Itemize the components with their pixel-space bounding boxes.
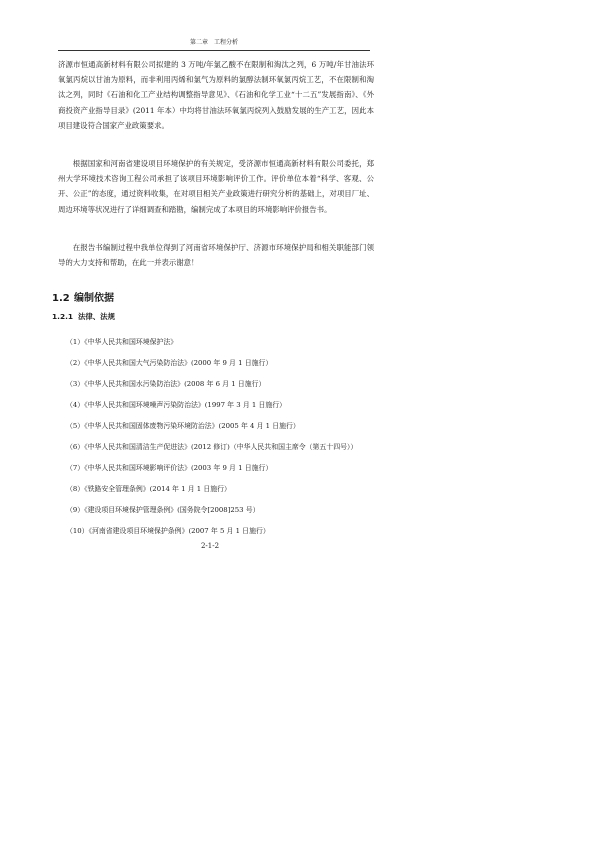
subsection-number: 1.2.1 [52, 312, 74, 321]
law-list [58, 332, 378, 542]
section-heading [52, 289, 114, 304]
section-number: 1.2 [52, 293, 70, 304]
law-item: （7）《中华人民共和国环境影响评价法》(2003 年 9 月 1 日施行） [66, 464, 273, 472]
section-title: 编制依据 [74, 293, 114, 304]
law-item: （10）《河南省建设项目环境保护条例》(2007 年 5 月 1 日施行） [66, 527, 270, 535]
subsection-title: 法律、法规 [78, 312, 115, 321]
law-item: （5）《中华人民共和国固体废物污染环境防治法》(2005 年 4 月 1 日施行） [66, 422, 300, 430]
body-paragraph-2: 根据国家和河南省建设项目环境保护的有关规定，受济源市恒通高新材料有限公司委托，郑州大学环境技术咨询工程公司承担了该项目环境影响评价工作。评价单位本着“科学、客观、公开、公正”的态度，通过资料收集，在对项目相关产业政策进行研究分析的基础上，对项目厂址、周边环境等状况进行了详细调查和踏勘，编制完成了本项目的环境影响评价报告书。 [58, 159, 374, 214]
body-paragraph-1: 济源市恒通高新材料有限公司拟建的 3 万吨/年氯乙酸不在限制和淘汰之列，6 万吨/年甘油法环氧氯丙烷以甘油为原料，而非利用丙烯和氯气为原料的氯醇法制环氧氯丙烷工艺，不在限制和淘汰之列，同时《石油和化工产业结构调整指导意见》、《石油和化学工业“十二五”发展指南》、《外商投资产业指导目录》(2011 年本）中均将甘油法环氧氯丙烷列入鼓励发展的生产工艺，因此本项目建设符合国家产业政策要求。 [58, 60, 374, 130]
law-item: （8）《铁路安全管理条例》(2014 年 1 月 1 日施行） [66, 485, 231, 493]
law-item: （1）《中华人民共和国环境保护法》 [66, 338, 178, 346]
header-rule [58, 50, 370, 51]
subsection-heading [52, 311, 115, 322]
body-paragraph-3: 在报告书编制过程中我单位得到了河南省环境保护厅、济源市环境保护局和相关职能部门领导的大力支持和帮助，在此一并表示谢意！ [58, 243, 374, 268]
running-header: 第二章 工程分析 [189, 39, 238, 46]
law-item: （2）《中华人民共和国大气污染防治法》(2000 年 9 月 1 日施行） [66, 359, 273, 367]
law-item: （3）《中华人民共和国水污染防治法》(2008 年 6 月 1 日施行） [66, 380, 266, 388]
law-item: （4）《中华人民共和国环境噪声污染防治法》(1997 年 3 月 1 日施行） [66, 401, 287, 409]
law-item: （9）《建设项目环境保护管理条例》(国务院令[2008]253 号） [66, 506, 260, 514]
law-item: （6）《中华人民共和国清洁生产促进法》(2012 修订)（中华人民共和国主席令（第五十四号）） [66, 443, 358, 451]
page-number: 2-1-2 [200, 542, 220, 550]
